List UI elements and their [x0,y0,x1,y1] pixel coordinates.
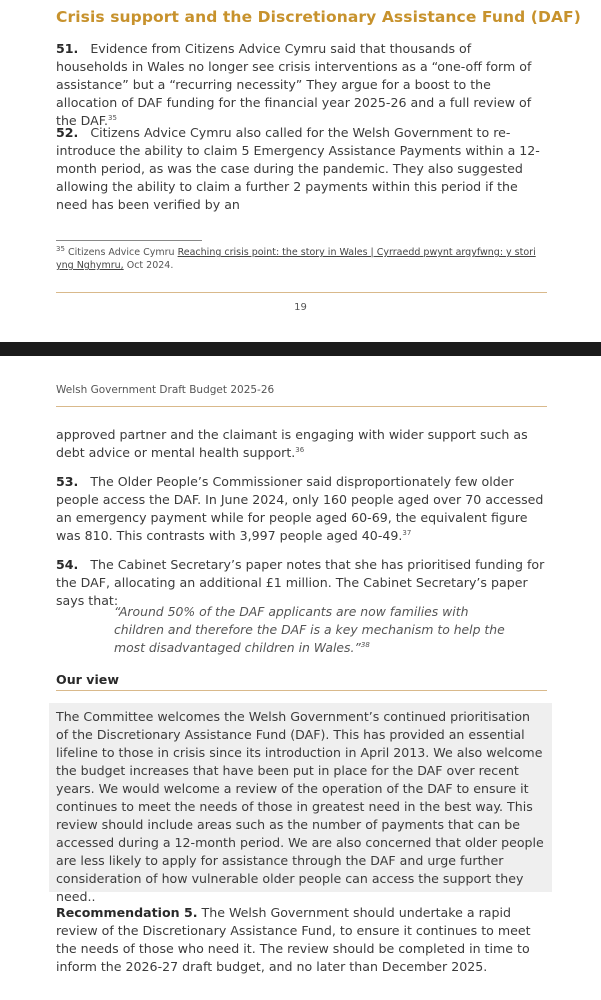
running-header: Welsh Government Draft Budget 2025-26 [56,384,275,396]
footnote-number: 35 [56,244,65,253]
paragraph-number: 54. [56,557,79,572]
paragraph-51 [56,40,546,130]
page-number: 19 [294,302,307,313]
paragraph-text: approved partner and the claimant is engaging with wider support such as debt advice or mental health support. [56,427,528,460]
footnote-divider [56,240,202,241]
quote-text: “Around 50% of the DAF applicants are now families with children and therefore the DAF is a key mechanism to help the most disadvantaged children in Wales.” [114,604,505,655]
page-footer-rule [56,292,547,293]
page-separator [0,342,601,356]
footnote-ref[interactable]: 38 [360,640,370,649]
paragraph-number: 53. [56,474,79,489]
paragraph-number: 52. [56,125,79,140]
paragraph-continuation [56,426,546,462]
paragraph-text: Citizens Advice Cymru also called for the Welsh Government to re-introduce the ability to claim 5 Emergency Assistance Payments within a 12-month period, as was the case during the pandemic. They also suggested allowing the ability to claim a further 2 payments within this period if the need has been verified by an [56,125,540,212]
footnote-ref[interactable]: 35 [108,113,117,122]
footnote-ref[interactable]: 37 [402,528,412,537]
paragraph-text: The Older People’s Commissioner said disproportionately few older people access the DAF. In June 2024, only 160 people aged over 70 accessed an emergency payment while for people aged 60-69, the equivalent figure was 810. This contrasts with 3,997 people aged 40-49. [56,474,544,543]
recommendation-5 [56,904,546,976]
recommendation-text: The Welsh Government should undertake a rapid review of the Discretionary Assistance Fund, to ensure it continues to meet the needs of those who need it. The review should be completed in time to inform the 2026-27 draft budget, and no later than December 2025. [56,905,531,974]
paragraph-52 [56,124,546,214]
header-rule [56,406,547,407]
paragraph-number: 51. [56,41,79,56]
our-view-rule [56,690,547,691]
section-heading: Crisis support and the Discretionary Assistance Fund (DAF) [56,8,581,26]
recommendation-label: Recommendation 5. [56,905,198,920]
our-view-box [49,703,552,904]
paragraph-text: The Cabinet Secretary’s paper notes that she has prioritised funding for the DAF, allocating an additional £1 million. The Cabinet Secretary’s paper says that: [56,557,545,608]
footnote-35 [56,246,546,272]
footnote-date: Oct 2024. [126,260,174,271]
block-quote [114,603,514,657]
footnote-source: Citizens Advice Cymru [67,247,175,258]
footnote-ref[interactable]: 36 [295,445,305,454]
our-view-text: The Committee welcomes the Welsh Government’s continued prioritisation of the Discretionary Assistance Fund (DAF). This has provided an essential lifeline to those in crisis since its introduction in April 2013. We also welcome the budget increases that have been put in place for the DAF over recent years. We would welcome a review of the operation of the DAF to ensure it continues to meet the needs of those in greatest need in the best way. This review should include areas such as the number of payments that can be accessed during a 12-month period. We are also concerned that older people are less likely to apply for assistance through the DAF and urge further consideration of how vulnerable older people can access the support they need.. [56,709,544,904]
paragraph-text: Evidence from Citizens Advice Cymru said that thousands of households in Wales no longer see crisis interventions as a “one-off form of assistance” but a “recurring necessity” They argue for a boost to the allocation of DAF funding for the financial year 2025-26 and a full review of the DAF. [56,41,532,128]
page-20 [0,356,601,1000]
paragraph-54 [56,556,546,610]
footnote-link[interactable]: Reaching crisis point: the story in Wales | Cyrraedd pwynt argyfwng: y stori yng Nghymru, [56,247,536,271]
our-view-heading: Our view [56,672,119,687]
page-19 [0,0,601,342]
paragraph-53 [56,473,546,545]
